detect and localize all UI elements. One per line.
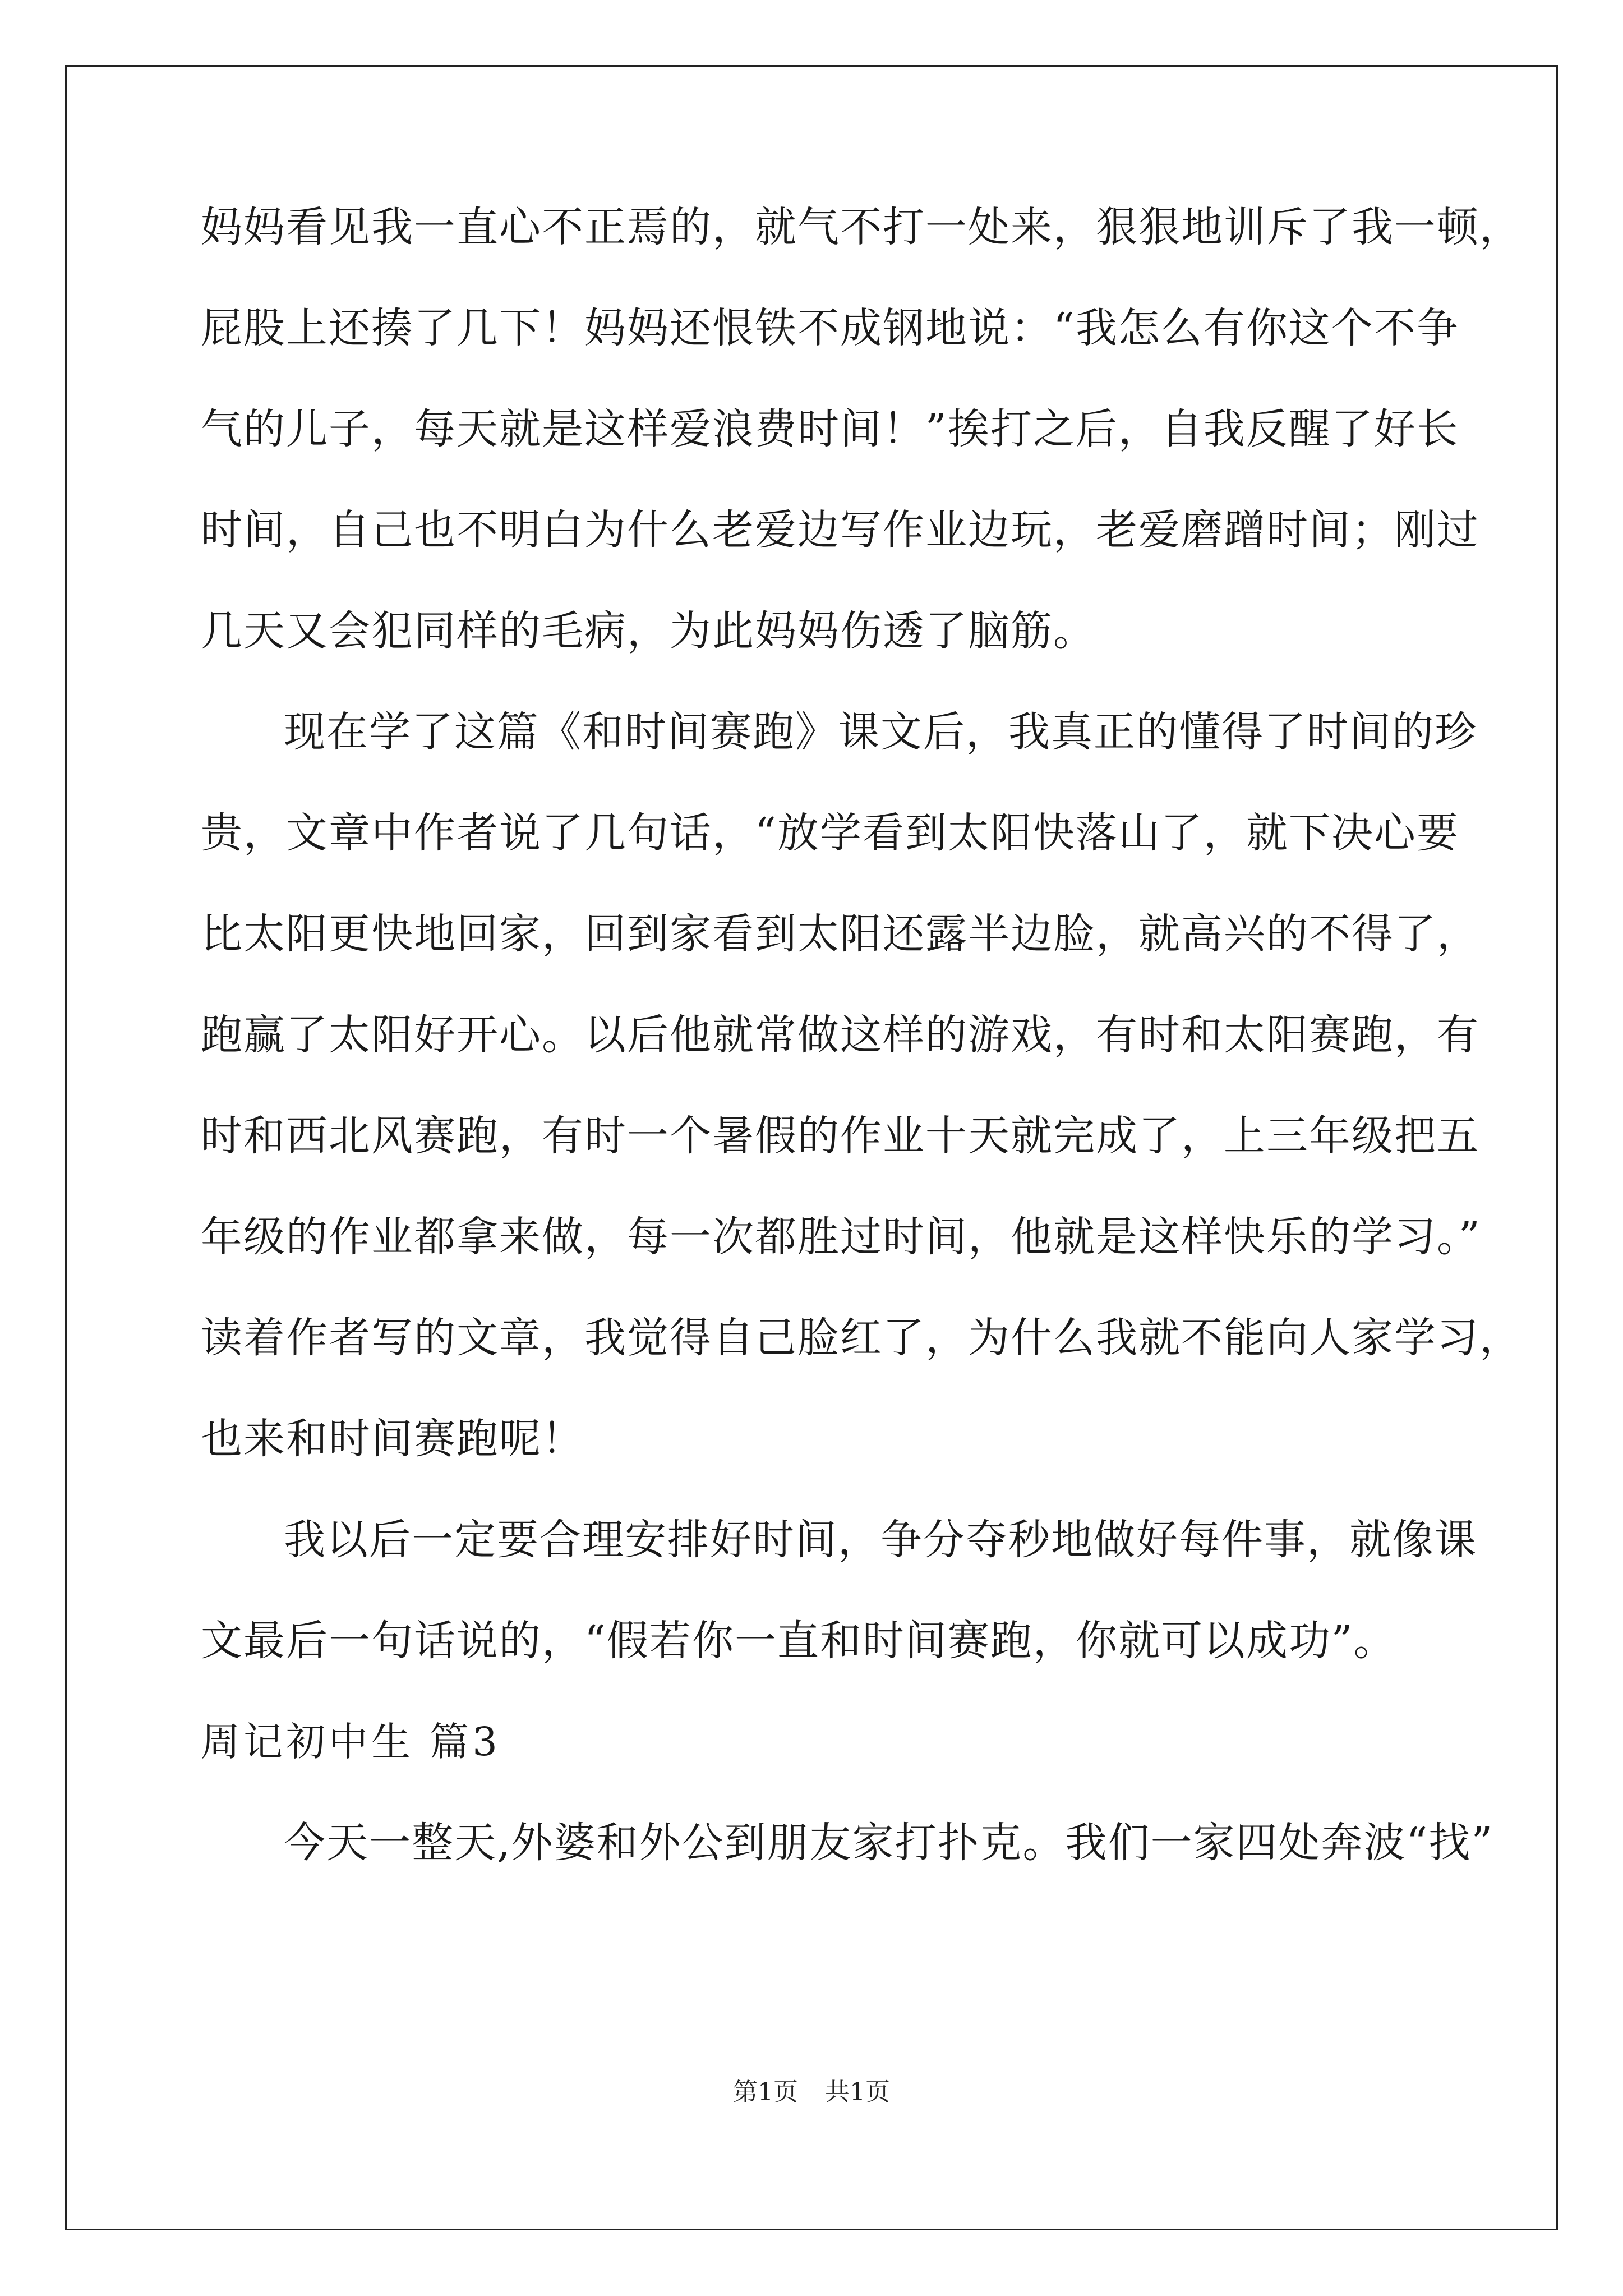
text-line: 今天一整天,外婆和外公到朋友家打扑克。我们一家四处奔波“找” [284,1819,1494,1867]
text-line: 屁股上还揍了几下！妈妈还恨铁不成钢地说：“我怎么有你这个不争 [201,304,1459,352]
page-footer [0,2076,1623,2109]
text-line: 年级的作业都拿来做，每一次都胜过时间，他就是这样快乐的学习。” [201,1213,1481,1261]
text-line: 气的儿子，每天就是这样爱浪费时间！”挨打之后，自我反醒了好长 [201,405,1459,453]
text-line: 比太阳更快地回家，回到家看到太阳还露半边脸，就高兴的不得了， [201,910,1479,958]
text-line: 现在学了这篇《和时间赛跑》课文后，我真正的懂得了时间的珍 [284,708,1477,756]
text-line: 时间，自己也不明白为什么老爱边写作业边玩，老爱磨蹭时间；刚过 [201,506,1479,554]
text-line: 读着作者写的文章，我觉得自己脸红了，为什么我就不能向人家学习， [201,1314,1522,1362]
text-line: 文最后一句话说的，“假若你一直和时间赛跑，你就可以成功”。 [201,1617,1396,1665]
text-line: 妈妈看见我一直心不正焉的，就气不打一处来，狠狠地训斥了我一顿， [201,203,1522,251]
text-line: 时和西北风赛跑，有时一个暑假的作业十天就完成了，上三年级把五 [201,1112,1479,1160]
section-heading: 周记初中生 篇3 [201,1719,501,1765]
text-line: 我以后一定要合理安排好时间，争分夺秒地做好每件事，就像课 [284,1516,1477,1564]
page-number: 第1页 [733,2078,798,2106]
page-total: 共1页 [825,2078,890,2106]
text-line: 跑赢了太阳好开心。以后他就常做这样的游戏，有时和太阳赛跑，有 [201,1011,1479,1059]
text-line: 也来和时间赛跑呢！ [201,1415,584,1463]
text-line: 贵，文章中作者说了几句话，“放学看到太阳快落山了，就下决心要 [201,809,1459,857]
text-line: 几天又会犯同样的毛病，为此妈妈伤透了脑筋。 [201,607,1096,655]
